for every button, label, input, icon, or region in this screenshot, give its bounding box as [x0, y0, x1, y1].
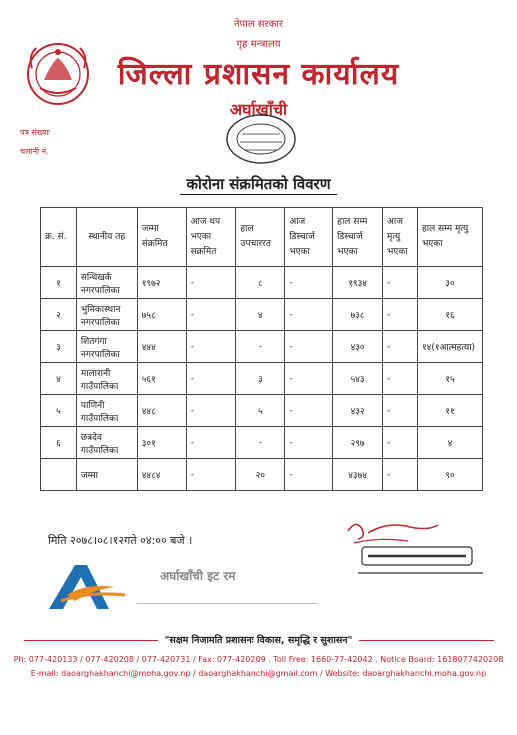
cell-today-deaths: -	[383, 459, 418, 491]
cell-total-infected: १९७२	[137, 267, 186, 299]
cell-total-discharged: २९७	[333, 427, 383, 459]
cell-today-deaths: -	[383, 427, 418, 459]
footer-contact-phone: Ph: 077-420133 / 077-420208 / 077-420731 / Fax: 077-420209 . Toll Free: 1660-77-42042 . Notice Board: 1618077420208	[13, 655, 504, 664]
cell-today-new: -	[186, 299, 236, 331]
table-total-row	[41, 459, 483, 491]
cell-sn: ५	[41, 395, 77, 427]
document-title	[0, 174, 517, 194]
office-stamp-icon	[222, 110, 300, 168]
cell-total-deaths: ११	[417, 395, 482, 427]
government-name: नेपाल सरकार	[234, 19, 283, 30]
cell-total-infected: ४४८	[137, 395, 186, 427]
cell-total-infected: ७५८	[137, 299, 186, 331]
cell-total-discharged: ४३७४	[333, 459, 383, 491]
cell-today-new: -	[186, 331, 236, 363]
cell-sn	[41, 459, 77, 491]
col-header-total-discharged: हाल सम्म डिस्चार्ज भएका	[333, 208, 383, 267]
cell-total-discharged: ४३२	[333, 395, 383, 427]
cell-total-deaths: ३०	[417, 267, 482, 299]
cell-today-deaths: -	[383, 267, 418, 299]
table-header-row	[41, 208, 483, 267]
cell-today-deaths: -	[383, 331, 418, 363]
cell-today-deaths: -	[383, 299, 418, 331]
cell-sn: ४	[41, 363, 77, 395]
col-header-total-deaths: हाल सम्म मृत्यु भएका	[417, 208, 482, 267]
cell-sn: ३	[41, 331, 77, 363]
cell-total-deaths: १५	[417, 363, 482, 395]
col-header-today-discharged: आज डिस्चार्ज भएका	[285, 208, 333, 267]
document-title-text: कोरोना संक्रमितको विवरण	[180, 175, 336, 195]
cell-today-deaths: -	[383, 363, 418, 395]
cell-today-new: -	[186, 395, 236, 427]
cell-local-level: शितगंगा नगरपालिका	[76, 331, 137, 363]
cell-today-discharged: -	[285, 427, 333, 459]
cell-total-infected: ४४४	[137, 331, 186, 363]
cell-local-level: छत्रदेव गाउँपालिका	[76, 427, 137, 459]
cell-today-discharged: -	[285, 267, 333, 299]
cell-today-deaths: -	[383, 395, 418, 427]
footer-slogan	[0, 633, 517, 646]
covid-cases-table	[40, 207, 483, 491]
cell-today-discharged: -	[285, 363, 333, 395]
table-row	[41, 363, 483, 395]
cell-today-new: -	[186, 459, 236, 491]
cell-total-discharged: १९३४	[333, 267, 383, 299]
brand-text: अर्घाखाँची इट रम	[160, 569, 236, 583]
cell-today-discharged: -	[285, 459, 333, 491]
brand-underline	[137, 603, 317, 604]
cell-local-level: पाणिनी गाउँपालिका	[76, 395, 137, 427]
cell-total-discharged: ४३०	[333, 331, 383, 363]
cell-total-deaths: १६	[417, 299, 482, 331]
cell-total-deaths: ९०	[417, 459, 482, 491]
cell-local-level: मालारानी गाउँपालिका	[76, 363, 137, 395]
footer-slogan-text: "सक्षम निजामति प्रशासनः विकास, समृद्धि र सुशासन"	[158, 635, 358, 646]
cell-total-infected: ५६१	[137, 363, 186, 395]
ministry-name: गृह मन्त्रालय	[236, 39, 281, 50]
cell-total-discharged: ५४३	[333, 363, 383, 395]
district-name: अर्घाखाँची	[229, 100, 288, 119]
signature-icon	[318, 517, 493, 583]
col-header-today-new: आज थप भएका सक्रमित	[186, 208, 236, 267]
cell-local-level: सन्धिखर्क नगरपालिका	[76, 267, 137, 299]
cell-today-new: -	[186, 427, 236, 459]
col-header-total-infected: जम्मा संक्रमित	[137, 208, 186, 267]
table-row	[41, 267, 483, 299]
cell-under-treatment: -	[236, 427, 285, 459]
cell-under-treatment: ३	[236, 363, 285, 395]
table-row	[41, 331, 483, 363]
dispatch-number-label: चलानी नं.	[20, 147, 49, 156]
cell-total-infected: ४४८४	[137, 459, 186, 491]
cell-total-deaths: ४	[417, 427, 482, 459]
cell-sn: ६	[41, 427, 77, 459]
cell-under-treatment: ८	[236, 267, 285, 299]
reference-number-label: पत्र संख्याः	[20, 128, 50, 137]
cell-today-new: -	[186, 363, 236, 395]
footer-contact-email: E-mail: daoarghakhanchi@moha.gov.np / daoarghakhanchi@gmail.com / Website: daoarghakhanchi.moha.gov.np	[30, 669, 487, 678]
cell-sn: २	[41, 299, 77, 331]
cell-total-infected: ३०१	[137, 427, 186, 459]
office-name: जिल्ला प्रशासन कार्यालय	[117, 57, 400, 92]
cell-today-discharged: -	[285, 331, 333, 363]
cell-under-treatment: २०	[236, 459, 285, 491]
table-row	[41, 299, 483, 331]
cell-total-discharged: ७३८	[333, 299, 383, 331]
col-header-local-level: स्थानीय तह	[76, 208, 137, 267]
col-header-under-treatment: हाल उपचाररत	[236, 208, 285, 267]
cell-today-discharged: -	[285, 395, 333, 427]
cell-under-treatment: -	[236, 331, 285, 363]
cell-under-treatment: ४	[236, 299, 285, 331]
cell-sn: १	[41, 267, 77, 299]
arghakhanchi-logo-icon	[45, 561, 135, 613]
cell-today-new: -	[186, 267, 236, 299]
cell-total-label: जम्मा	[76, 459, 137, 491]
table-row	[41, 427, 483, 459]
cell-under-treatment: ५	[236, 395, 285, 427]
col-header-today-deaths: आज मृत्यु भएका	[383, 208, 418, 267]
cell-local-level: भुमिकास्थान नगरपालिका	[76, 299, 137, 331]
table-row	[41, 395, 483, 427]
report-date: मिति २०७८।०८।१२गते ०४:०० बजे ।	[48, 534, 193, 547]
cell-total-deaths: १४(१आत्महत्या)	[417, 331, 482, 363]
col-header-sn: क्र. सं.	[41, 208, 77, 267]
cell-today-discharged: -	[285, 299, 333, 331]
